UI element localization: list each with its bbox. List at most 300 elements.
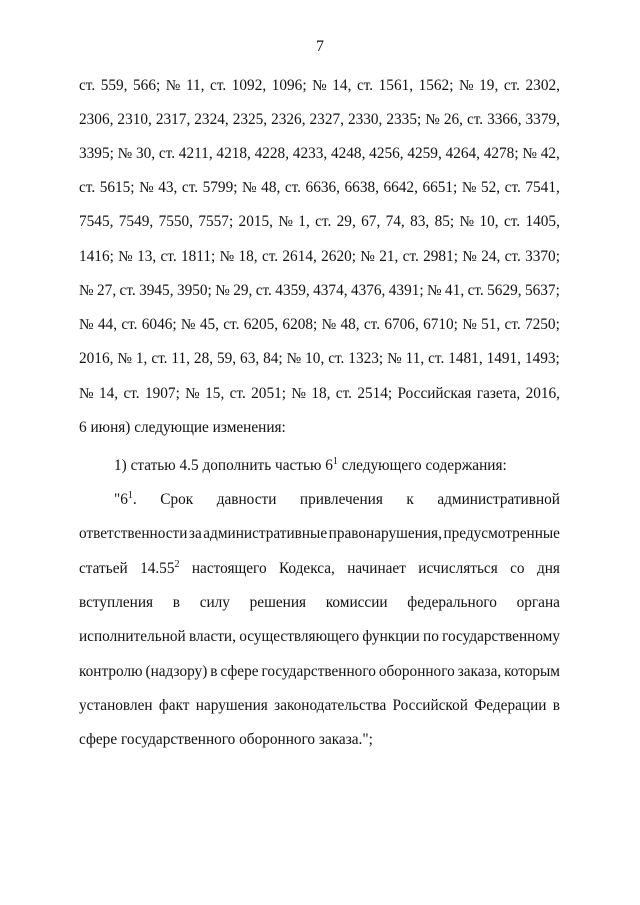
text-word: ст.	[79, 179, 96, 196]
word-group	[151, 348, 167, 370]
word-group	[428, 348, 444, 370]
text-word: 4374,	[313, 282, 348, 299]
word-group	[407, 143, 441, 165]
word-group	[114, 455, 507, 477]
word-group	[293, 143, 327, 165]
word-group	[200, 592, 230, 614]
text-word: 2514;	[357, 385, 393, 402]
text-word: ст.	[121, 316, 138, 333]
text-word: 566;	[133, 77, 161, 94]
word-group	[398, 383, 472, 405]
word-group	[79, 177, 95, 199]
text-word: ст.	[255, 282, 272, 299]
text-word: 4264,	[445, 145, 480, 162]
word-group	[171, 348, 190, 370]
text-word: 27,	[97, 282, 117, 299]
text-word: 2614,	[282, 248, 317, 265]
text-word: административные	[203, 525, 328, 542]
word-group	[313, 280, 347, 302]
text-line	[79, 383, 560, 405]
word-group	[348, 348, 383, 370]
text-word: ст.	[466, 111, 484, 128]
word-group	[139, 177, 154, 199]
word-group	[159, 695, 190, 717]
word-group	[379, 75, 413, 97]
word-group	[79, 592, 153, 614]
text-word: 6642,	[383, 179, 418, 196]
text-word: 67,	[361, 213, 381, 230]
text-word: в	[210, 663, 218, 680]
text-word: №	[461, 179, 477, 196]
text-word: ст.	[356, 77, 374, 94]
word-group	[351, 280, 385, 302]
word-group	[242, 177, 257, 199]
word-group	[194, 109, 228, 131]
text-word: №	[165, 77, 181, 94]
text-line	[114, 455, 560, 477]
word-group	[437, 489, 560, 511]
text-word: 2981;	[423, 248, 458, 265]
text-word: №	[425, 111, 440, 128]
text-word: Российской	[392, 697, 468, 714]
text-word: ст.	[261, 248, 279, 265]
word-group	[136, 348, 147, 370]
text-word: 3379,	[525, 111, 560, 128]
text-word: №	[387, 350, 402, 367]
text-word: №	[427, 282, 442, 299]
text-word: ст.	[504, 179, 521, 196]
text-word: №	[180, 316, 196, 333]
word-group	[406, 489, 413, 511]
text-word: 2317,	[155, 111, 191, 128]
word-group	[232, 75, 266, 97]
text-word: статьей	[79, 560, 128, 577]
text-word: 14,	[332, 77, 352, 94]
text-word: №	[219, 248, 235, 265]
text-word: 1) статью 4.5 дополнить частью 6	[114, 457, 333, 474]
word-group	[256, 280, 272, 302]
word-group	[487, 348, 521, 370]
text-word: ст.	[119, 282, 136, 299]
word-group	[526, 109, 560, 131]
text-line	[79, 246, 560, 268]
word-group	[79, 695, 153, 717]
text-line	[114, 489, 560, 511]
text-line	[79, 177, 560, 199]
text-word: 14.55	[140, 560, 175, 577]
text-word: 6638,	[344, 179, 379, 196]
word-group	[161, 246, 177, 268]
word-group	[217, 348, 236, 370]
text-word: 4211,	[178, 145, 213, 162]
text-word: 84;	[263, 350, 283, 367]
text-word: 83,	[410, 213, 430, 230]
word-group	[423, 626, 439, 648]
word-group	[487, 280, 521, 302]
word-group	[117, 348, 132, 370]
text-word: 48,	[261, 179, 281, 196]
text-word: 45,	[199, 316, 219, 333]
word-group	[468, 280, 484, 302]
word-group	[158, 177, 177, 199]
text-word: 2016,	[525, 385, 560, 402]
text-word: органа	[516, 594, 560, 611]
word-group	[79, 523, 187, 545]
text-word: 63,	[240, 350, 260, 367]
superscript: 1	[332, 456, 338, 467]
word-group	[145, 383, 180, 405]
word-group	[278, 211, 293, 233]
word-group	[79, 417, 286, 439]
word-group	[541, 143, 560, 165]
text-word: исполнительной	[79, 628, 186, 645]
word-group	[79, 246, 114, 268]
text-word: исчисляться	[418, 560, 498, 577]
text-word: ст.	[504, 316, 521, 333]
word-group	[255, 143, 289, 165]
text-word: 6636,	[305, 179, 340, 196]
word-group	[310, 109, 344, 131]
word-group	[525, 348, 560, 370]
word-group	[526, 383, 560, 405]
text-word: оборонного	[378, 663, 455, 680]
text-word: №	[312, 77, 327, 94]
text-word: настоящего	[191, 560, 267, 577]
word-group	[173, 592, 180, 614]
word-group	[118, 246, 133, 268]
text-word: ст.	[158, 145, 176, 162]
text-word: №	[215, 282, 230, 299]
text-word: 2325,	[232, 111, 268, 128]
text-word: №	[79, 282, 94, 299]
text-word: предусмотренные	[443, 525, 560, 542]
word-group	[386, 109, 421, 131]
text-word: ст.	[151, 350, 168, 367]
word-group	[484, 143, 519, 165]
text-word: 5799;	[202, 179, 238, 196]
text-word: ст.	[284, 179, 301, 196]
text-word: осуществляющего	[239, 628, 360, 645]
text-word: 42,	[540, 145, 560, 162]
word-group	[282, 246, 316, 268]
text-word: ст.	[181, 179, 199, 196]
text-word: сфере	[220, 663, 259, 680]
word-group	[79, 626, 186, 648]
text-line	[79, 661, 560, 683]
text-word: ответственности	[79, 525, 188, 542]
word-group	[481, 314, 500, 336]
text-word: ст.	[363, 316, 381, 333]
word-group	[517, 592, 560, 614]
word-group	[537, 558, 560, 580]
word-group	[275, 280, 309, 302]
word-group	[311, 383, 330, 405]
word-group	[79, 280, 94, 302]
word-group	[179, 143, 213, 165]
word-group	[79, 661, 143, 683]
word-group	[321, 246, 356, 268]
word-group	[322, 314, 337, 336]
text-word: 18,	[238, 248, 258, 265]
text-word: №	[462, 248, 477, 265]
text-word: №	[117, 145, 133, 162]
text-line	[79, 211, 560, 233]
text-word: 44,	[97, 316, 118, 333]
text-word: 1481,	[448, 350, 483, 367]
word-group	[337, 211, 356, 233]
text-word: со	[510, 560, 525, 577]
word-group	[189, 626, 236, 648]
text-line	[79, 75, 560, 97]
word-group	[79, 143, 114, 165]
text-word: 1092,	[231, 77, 267, 94]
word-group	[525, 246, 560, 268]
text-word: 4391;	[388, 282, 424, 299]
word-group	[177, 280, 212, 302]
word-group	[244, 314, 278, 336]
text-word: 7545,	[79, 213, 114, 230]
word-group	[462, 246, 477, 268]
word-group	[272, 75, 307, 97]
text-word: 559,	[100, 77, 128, 94]
text-word: 2016,	[79, 350, 114, 367]
text-word: 24,	[481, 248, 501, 265]
word-group	[425, 109, 440, 131]
word-group	[121, 314, 137, 336]
word-group	[458, 661, 501, 683]
text-word: 1323;	[348, 350, 384, 367]
text-word: 2306,	[79, 111, 114, 128]
word-group	[142, 314, 177, 336]
text-word: 4233,	[292, 145, 328, 162]
text-word: 15,	[205, 385, 225, 402]
text-word: газета,	[476, 385, 521, 402]
word-group	[120, 280, 136, 302]
word-group	[362, 626, 419, 648]
word-group	[418, 558, 498, 580]
word-group	[159, 211, 193, 233]
word-group	[479, 75, 498, 97]
text-word: 41,	[445, 282, 465, 299]
word-group	[79, 109, 113, 131]
word-group	[553, 695, 560, 717]
text-word: 7557;	[198, 213, 234, 230]
text-word: 1811;	[180, 248, 216, 265]
word-group	[442, 626, 560, 648]
text-word: 6205,	[243, 316, 279, 333]
word-group	[223, 314, 239, 336]
word-group	[315, 211, 331, 233]
word-group	[525, 280, 560, 302]
word-group	[192, 558, 267, 580]
text-word: 28,	[193, 350, 214, 367]
word-group	[504, 211, 520, 233]
word-group	[393, 695, 468, 717]
text-word: ст.	[160, 248, 177, 265]
word-group	[136, 143, 155, 165]
text-line	[79, 626, 560, 648]
text-word: 4359,	[275, 282, 310, 299]
word-group	[251, 383, 286, 405]
word-group	[239, 626, 359, 648]
text-word: 59,	[216, 350, 237, 367]
text-word: ст.	[504, 248, 521, 265]
text-word: 2326,	[271, 111, 306, 128]
word-group	[326, 592, 388, 614]
word-group	[423, 246, 458, 268]
text-word: в	[552, 697, 560, 714]
text-word: 5637;	[524, 282, 560, 299]
word-group	[203, 177, 238, 199]
text-word: 2327,	[309, 111, 344, 128]
text-word: №	[291, 385, 306, 402]
text-word: 2324,	[194, 111, 229, 128]
word-group	[460, 211, 475, 233]
word-group	[505, 246, 521, 268]
text-word: №	[79, 385, 94, 402]
word-group	[79, 211, 113, 233]
word-group	[435, 211, 455, 233]
word-group	[364, 314, 380, 336]
text-word: №	[286, 350, 302, 367]
word-group	[481, 246, 500, 268]
text-line	[79, 417, 560, 439]
text-word: №	[278, 213, 293, 230]
word-group	[230, 383, 246, 405]
word-group	[133, 75, 160, 97]
text-word: 19,	[479, 77, 499, 94]
word-group	[114, 489, 137, 511]
word-group	[279, 558, 335, 580]
text-word: ст.	[79, 77, 96, 94]
text-word: 74,	[385, 213, 405, 230]
text-word: ст.	[229, 385, 246, 402]
text-word: 4248,	[330, 145, 366, 162]
text-line	[79, 348, 560, 370]
text-word: 7541,	[525, 179, 560, 196]
word-group	[79, 558, 128, 580]
text-word: №	[118, 248, 133, 265]
word-group	[379, 246, 398, 268]
word-group	[379, 661, 455, 683]
word-group	[137, 246, 156, 268]
word-group	[522, 143, 537, 165]
text-line	[79, 314, 560, 336]
word-group	[123, 383, 139, 405]
text-word: заказа,	[457, 663, 502, 680]
text-word: 6710;	[423, 316, 458, 333]
text-word: 29,	[336, 213, 356, 230]
word-group	[510, 558, 524, 580]
word-group	[446, 143, 480, 165]
word-group	[79, 75, 95, 97]
text-word: №	[462, 316, 477, 333]
page-number: 7	[316, 38, 324, 55]
word-group	[119, 211, 153, 233]
text-word: 1562;	[418, 77, 454, 94]
word-group	[261, 177, 280, 199]
word-group	[345, 177, 379, 199]
word-group	[200, 314, 219, 336]
text-word: комиссии	[325, 594, 388, 611]
text-word: ст.	[428, 350, 445, 367]
text-word: ст.	[335, 385, 352, 402]
word-group	[403, 246, 419, 268]
word-group	[97, 280, 116, 302]
text-word: 3945,	[139, 282, 174, 299]
text-word: 6651;	[422, 179, 458, 196]
text-word: Федерации	[474, 697, 547, 714]
text-line	[79, 109, 560, 131]
text-word: следующего содержания:	[337, 457, 507, 474]
text-word: ст.	[328, 350, 345, 367]
text-word: ст.	[467, 282, 484, 299]
text-word: №	[360, 248, 375, 265]
word-group	[205, 383, 224, 405]
text-word: начинает	[347, 560, 406, 577]
word-group	[79, 729, 373, 751]
text-word: 4278;	[483, 145, 519, 162]
text-word: 6208;	[282, 316, 318, 333]
word-group	[505, 177, 521, 199]
word-group	[328, 348, 344, 370]
word-group	[422, 177, 457, 199]
text-word: 1405,	[525, 213, 560, 230]
word-group	[285, 177, 301, 199]
text-word: функции	[362, 628, 420, 645]
text-word: №	[459, 213, 475, 230]
text-word: федерального	[407, 594, 497, 611]
text-word: силу	[199, 594, 230, 611]
text-word: 3950;	[176, 282, 212, 299]
word-group	[462, 314, 477, 336]
text-word: 3370;	[525, 248, 560, 265]
text-word: Срок	[160, 491, 194, 508]
text-word: 1,	[298, 213, 310, 230]
word-group	[444, 109, 463, 131]
word-group	[145, 661, 207, 683]
word-group	[98, 314, 117, 336]
text-word: 5615;	[99, 179, 135, 196]
text-word: к	[406, 491, 414, 508]
word-group	[220, 246, 235, 268]
word-group	[100, 177, 135, 199]
word-group	[427, 280, 442, 302]
text-word: ст.	[503, 213, 521, 230]
word-group	[271, 109, 305, 131]
word-group	[250, 592, 306, 614]
text-word: власти,	[189, 628, 236, 645]
text-word: вступления	[79, 594, 154, 611]
text-word: 2330,	[347, 111, 383, 128]
text-word: 18,	[311, 385, 331, 402]
text-word: 2335;	[386, 111, 422, 128]
word-group	[474, 695, 546, 717]
word-group	[504, 75, 520, 97]
word-group	[525, 314, 560, 336]
word-group	[203, 523, 327, 545]
word-group	[160, 489, 193, 511]
text-word: ст.	[402, 248, 419, 265]
text-word: №	[459, 77, 474, 94]
text-word: 1416;	[79, 248, 114, 265]
text-word: "6	[114, 491, 128, 508]
text-word: ст.	[123, 385, 140, 402]
word-group	[186, 75, 205, 97]
text-word: 4256,	[369, 145, 404, 162]
text-word: 10,	[479, 213, 499, 230]
text-word: установлен	[79, 697, 153, 714]
